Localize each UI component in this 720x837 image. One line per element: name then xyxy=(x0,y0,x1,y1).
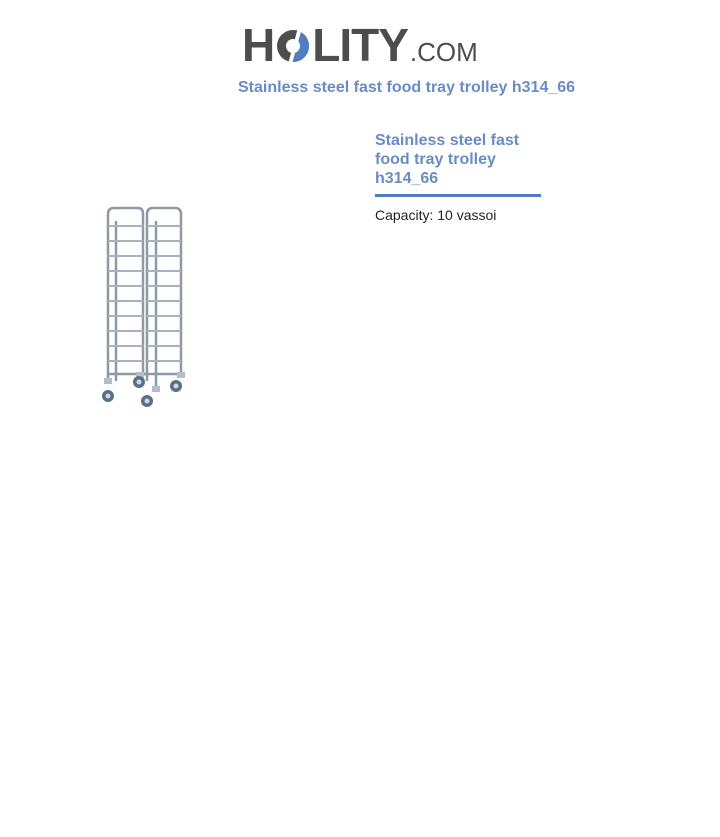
page-title: Stainless steel fast food tray trolley h314_66 xyxy=(238,79,576,96)
logo-letter-h: H xyxy=(242,19,275,71)
capacity-label: Capacity: xyxy=(375,207,434,223)
product-title: Stainless steel fast food tray trolley h314_66 xyxy=(375,132,520,187)
tray-trolley-image xyxy=(96,200,192,416)
logo-tld: .COM xyxy=(409,37,478,67)
logo-o-icon xyxy=(275,24,311,68)
site-logo[interactable] xyxy=(242,10,482,71)
title-divider xyxy=(375,194,541,197)
capacity-value: 10 vassoi xyxy=(437,207,497,223)
logo-wordmark: LITY xyxy=(312,19,408,71)
product-info xyxy=(375,131,545,223)
capacity-line xyxy=(375,207,545,223)
